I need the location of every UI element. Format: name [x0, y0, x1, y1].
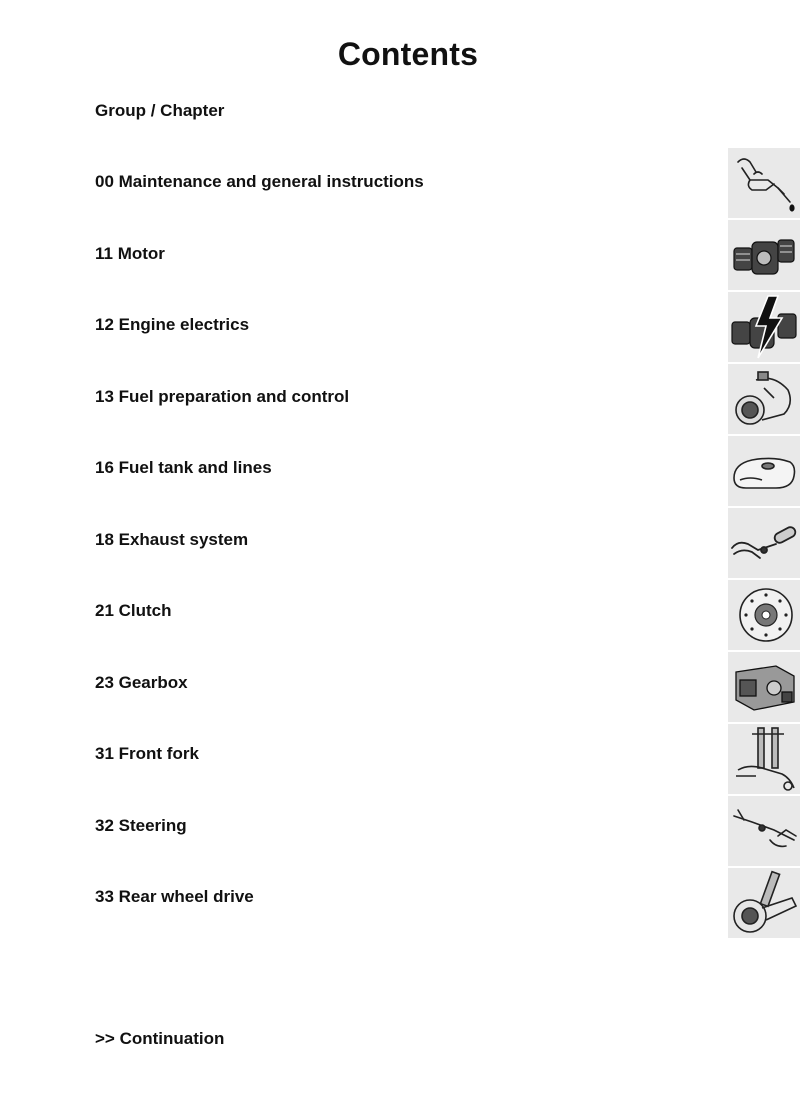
- chapter-link-16[interactable]: 16 Fuel tank and lines: [95, 458, 272, 477]
- chapter-link-11[interactable]: 11 Motor: [95, 244, 165, 263]
- chapter-link-12[interactable]: 12 Engine electrics: [95, 315, 250, 334]
- fuel-tank-icon: [728, 436, 800, 506]
- chapter-tab-33[interactable]: [728, 868, 800, 938]
- chapter-link-31[interactable]: 31 Front fork: [95, 744, 199, 763]
- chapter-link-13[interactable]: 13 Fuel preparation and control: [95, 387, 350, 406]
- chapter-tab-16[interactable]: [728, 436, 800, 506]
- chapter-tab-32[interactable]: [728, 796, 800, 866]
- front-fork-icon: [728, 724, 800, 794]
- throttle-body-icon: [728, 364, 800, 434]
- chapter-link-21[interactable]: 21 Clutch: [95, 601, 172, 620]
- engine-icon: [728, 220, 800, 290]
- chapter-tab-18[interactable]: [728, 508, 800, 578]
- chapter-tab-21[interactable]: [728, 580, 800, 650]
- page-title: Contents: [337, 36, 479, 72]
- rear-wheel-drive-icon: [728, 868, 800, 938]
- steering-damper-icon: [728, 796, 800, 866]
- chapter-tab-13[interactable]: [728, 364, 800, 434]
- gearbox-icon: [728, 652, 800, 722]
- clutch-disc-icon: [728, 580, 800, 650]
- chapter-tab-11[interactable]: [728, 220, 800, 290]
- engine-lightning-icon: [728, 292, 800, 362]
- group-chapter-heading: Group / Chapter: [95, 101, 225, 120]
- chapter-tab-31[interactable]: [728, 724, 800, 794]
- chapter-link-00[interactable]: 00 Maintenance and general instructions: [95, 172, 424, 191]
- oil-can-icon: [728, 148, 800, 218]
- chapter-link-23[interactable]: 23 Gearbox: [95, 673, 188, 692]
- chapter-tab-12[interactable]: [728, 292, 800, 362]
- continuation-link[interactable]: >> Continuation: [95, 1029, 225, 1048]
- exhaust-pipe-icon: [728, 508, 800, 578]
- chapter-link-32[interactable]: 32 Steering: [95, 816, 187, 835]
- chapter-link-18[interactable]: 18 Exhaust system: [95, 530, 249, 549]
- chapter-tab-23[interactable]: [728, 652, 800, 722]
- chapter-link-33[interactable]: 33 Rear wheel drive: [95, 887, 254, 906]
- chapter-tab-00[interactable]: [728, 148, 800, 218]
